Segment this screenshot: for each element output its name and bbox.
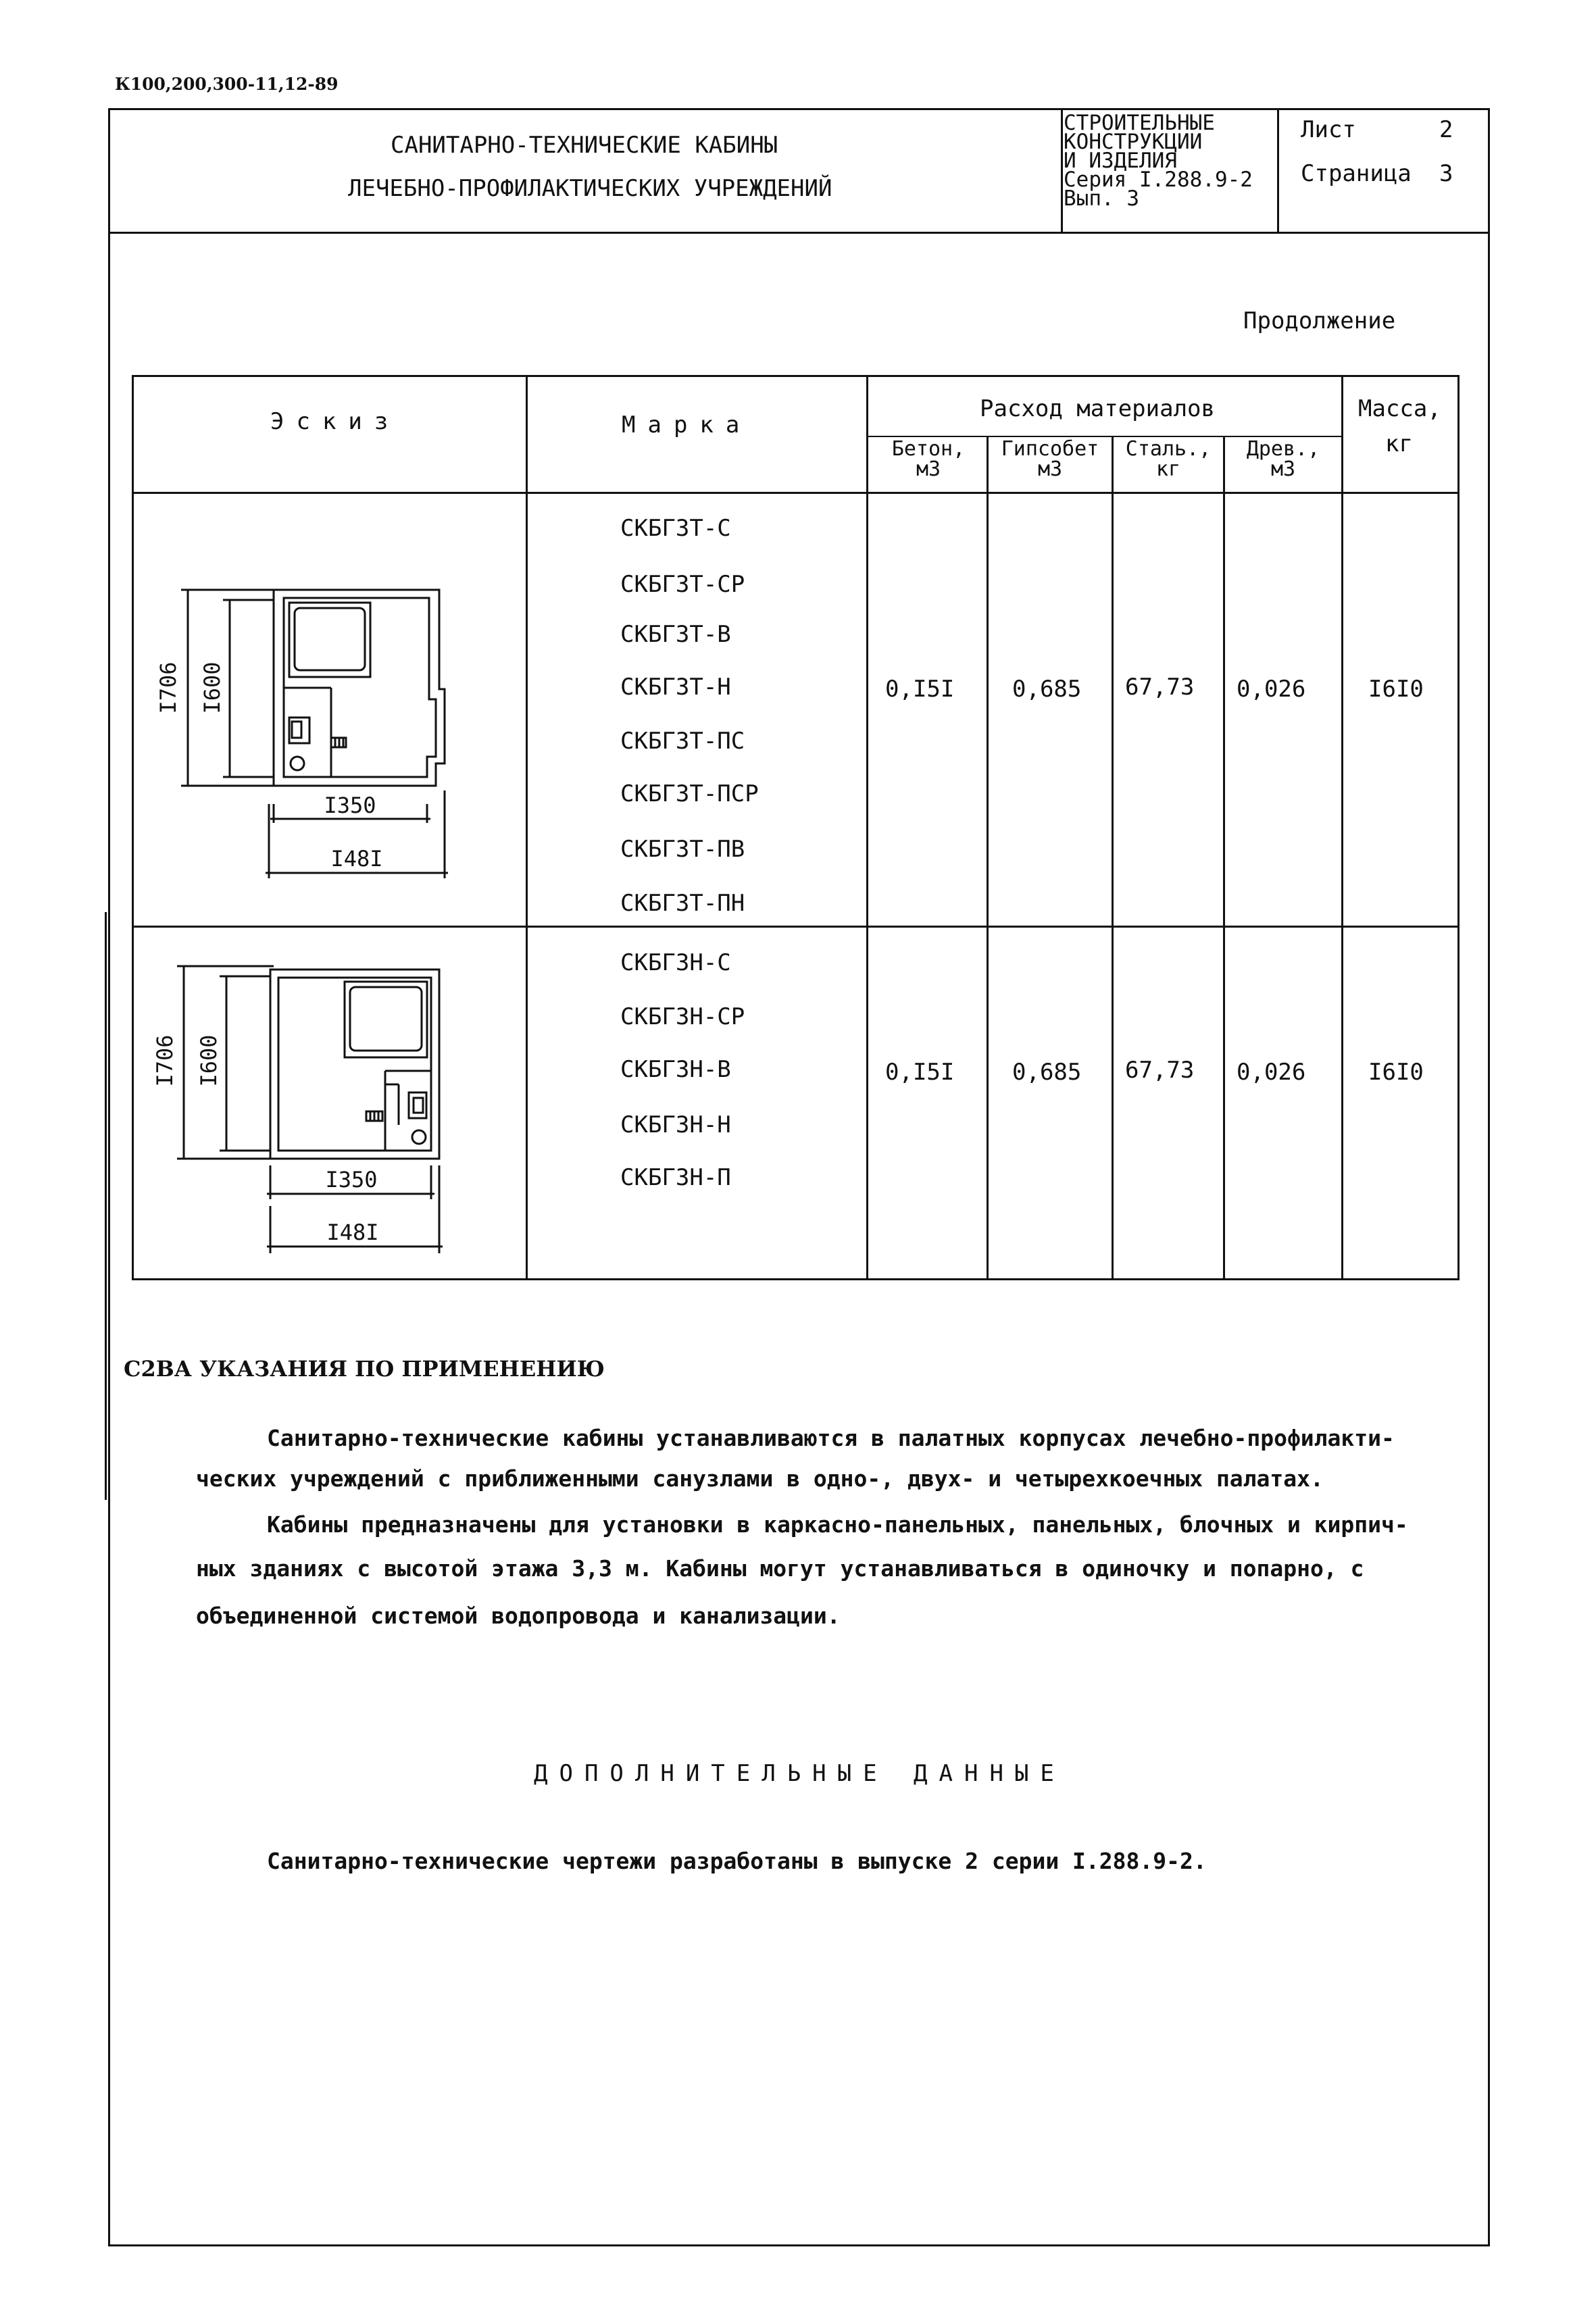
sheet-value: 2: [1439, 116, 1453, 143]
row1-dim-inner-h: I600: [199, 661, 225, 714]
row1-mark-4: СКБГЗТ-Н: [620, 674, 731, 701]
row2-dim-inner-w: I350: [325, 1167, 378, 1192]
application-p2-line1: Кабины предназначены для установки в каркасно-панельных, панельных, блочных и кирпич-: [267, 1511, 1408, 1538]
document-code: К100,200,300-11,12-89: [115, 74, 339, 94]
series-line-5: Вып. 3: [1064, 186, 1139, 211]
row1-mark-6: СКБГЗТ-ПСР: [620, 780, 759, 807]
series-block: [1064, 111, 1253, 211]
series-line-4: Серия I.288.9-2: [1064, 168, 1253, 192]
continuation-label: Продолжение: [1243, 307, 1396, 334]
subheader-concrete: [872, 439, 985, 480]
application-p1-line1: Санитарно-технические кабины устанавливаются в палатных корпусах лечебно-профилакти-: [267, 1425, 1395, 1451]
row2-mark-1: СКБГЗН-С: [620, 949, 731, 976]
table-hline-row: [132, 926, 1460, 928]
title-block-vline-1: [1061, 108, 1063, 233]
header-mark: Марка: [622, 411, 752, 438]
table-vline-mark: [866, 375, 868, 1280]
cabin-sketch-1: [135, 568, 520, 892]
title-line-1: САНИТАРНО-ТЕХНИЧЕСКИЕ КАБИНЫ: [391, 132, 778, 159]
title-block-vline-2: [1277, 108, 1279, 233]
subheader-concrete-label: Бетон,: [891, 437, 966, 461]
row2-dim-outer-w: I48I: [326, 1219, 379, 1245]
sheet-label: Лист: [1301, 116, 1356, 143]
row2-mark-5: СКБГЗН-П: [620, 1164, 731, 1191]
row2-concrete: 0,I5I: [885, 1059, 955, 1086]
cabin-sketch-2: [135, 949, 520, 1267]
row1-mark-1: СКБГЗТ-С: [620, 515, 731, 542]
row2-mass: I6I0: [1368, 1059, 1424, 1086]
row2-gypsum: 0,685: [1012, 1059, 1082, 1086]
table-vline-sketch: [526, 375, 528, 1280]
row1-mass: I6I0: [1368, 676, 1424, 703]
row1-mark-3: СКБГЗТ-В: [620, 621, 731, 648]
subheader-wood-label: Древ.,: [1246, 437, 1320, 461]
subheader-gypsum-unit: м3: [1037, 457, 1063, 481]
header-mass: Масса,: [1358, 395, 1441, 422]
table-hline-header: [132, 492, 1460, 494]
row1-steel: 67,73: [1125, 674, 1195, 701]
subheader-wood-unit: м3: [1270, 457, 1296, 481]
row1-mark-2: СКБГЗТ-СР: [620, 571, 745, 598]
row2-dim-outer-h: I706: [152, 1034, 178, 1087]
subheader-steel: [1115, 439, 1222, 480]
table-vline-steel: [1223, 436, 1225, 1280]
row1-dim-outer-w: I48I: [330, 846, 383, 872]
title-line-2: ЛЕЧЕБНО-ПРОФИЛАКТИЧЕСКИХ УЧРЕЖДЕНИЙ: [348, 175, 832, 202]
row2-steel: 67,73: [1125, 1057, 1195, 1084]
series-line-1: СТРОИТЕЛЬНЫЕ: [1064, 111, 1215, 135]
title-block-divider: [108, 232, 1490, 234]
series-line-3: И ИЗДЕЛИЯ: [1064, 149, 1177, 173]
row1-mark-8: СКБГЗТ-ПН: [620, 890, 745, 917]
table-vline-gypsum: [1112, 436, 1114, 1280]
header-materials: Расход материалов: [980, 395, 1215, 422]
row1-mark-7: СКБГЗТ-ПВ: [620, 836, 745, 863]
additional-text: Санитарно-технические чертежи разработаны в выпуске 2 серии I.288.9-2.: [267, 1848, 1207, 1874]
row2-mark-2: СКБГЗН-СР: [620, 1003, 745, 1030]
table-vline-concrete: [987, 436, 989, 1280]
row2-mark-3: СКБГЗН-В: [620, 1056, 731, 1083]
row1-dim-outer-h: I706: [155, 661, 181, 714]
row1-concrete: 0,I5I: [885, 676, 955, 703]
row1-gypsum: 0,685: [1012, 676, 1082, 703]
page-value: 3: [1439, 160, 1453, 187]
binding-edge-mark: [105, 912, 107, 1500]
header-sketch: Эскиз: [270, 408, 401, 435]
page-label: Страница: [1301, 160, 1412, 187]
table-vline-wood: [1341, 375, 1343, 1280]
subheader-steel-label: Сталь.,: [1125, 437, 1212, 461]
row1-mark-5: СКБГЗТ-ПС: [620, 728, 745, 755]
row2-dim-inner-h: I600: [196, 1034, 222, 1087]
subheader-wood: [1226, 439, 1340, 480]
row1-dim-inner-w: I350: [324, 793, 376, 818]
row2-mark-4: СКБГЗН-Н: [620, 1111, 731, 1138]
row1-wood: 0,026: [1237, 676, 1306, 703]
subheader-concrete-unit: м3: [916, 457, 941, 481]
application-p1-line2: ческих учреждений с приближенными санузлами в одно-, двух- и четырехкоечных палатах.: [196, 1465, 1324, 1492]
application-heading: С2ВА УКАЗАНИЯ ПО ПРИМЕНЕНИЮ: [124, 1356, 605, 1382]
row2-wood: 0,026: [1237, 1059, 1306, 1086]
additional-heading: ДОПОЛНИТЕЛЬНЫЕ ДАННЫЕ: [534, 1760, 1066, 1787]
header-mass-unit: кг: [1385, 430, 1413, 457]
application-p2-line3: объединенной системой водопровода и канализации.: [196, 1603, 841, 1629]
application-p2-line2: ных зданиях с высотой этажа 3,3 м. Кабины могут устанавливаться в одиночку и попарно, с: [196, 1555, 1364, 1582]
series-line-2: КОНСТРУКЦИИ: [1064, 130, 1203, 154]
subheader-gypsum: [990, 439, 1110, 480]
subheader-gypsum-label: Гипсобет: [1001, 437, 1099, 461]
subheader-steel-unit: кг: [1155, 457, 1181, 481]
